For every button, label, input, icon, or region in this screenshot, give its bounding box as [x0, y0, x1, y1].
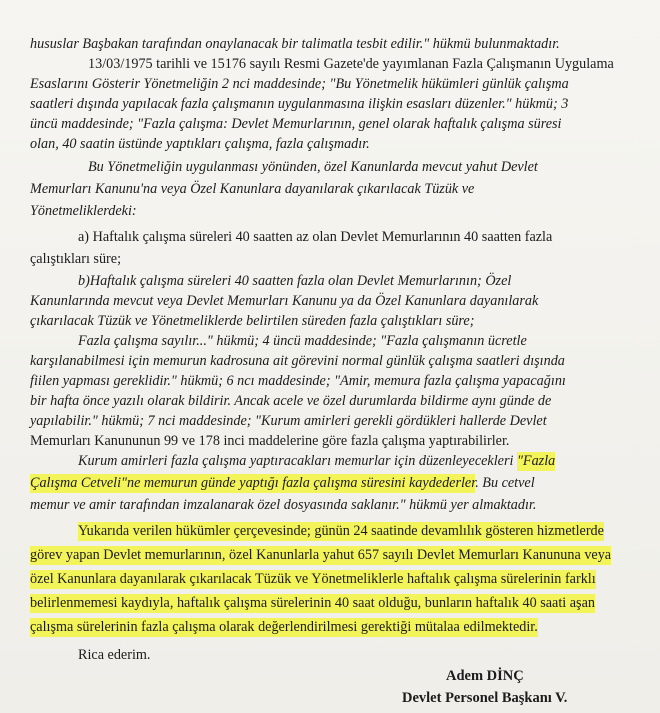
- paragraph-line: karşılanabilmesi için memurun kadrosuna ait görevini normal günlük çalışma saatleri dışında: [30, 353, 565, 369]
- paragraph-line: saatleri dışında yapılacak fazla çalışmanın uygulanmasına ilişkin esasları düzenler." hükmü; 3: [30, 96, 569, 112]
- paragraph-line: üncü maddesinde; "Fazla çalışma: Devlet Memurlarının, genel olarak haftalık çalışma süresi: [30, 116, 562, 132]
- signature-title: Devlet Personel Başkanı V.: [402, 690, 568, 706]
- paragraph-text: Kurum amirleri fazla çalışma yaptıracakları memurlar için düzenleyecekleri: [78, 453, 514, 469]
- paragraph-line: Bu Yönetmeliğin uygulanması yönünden, özel Kanunlarda mevcut yahut Devlet: [88, 159, 538, 175]
- paragraph-line: [30, 570, 596, 588]
- paragraph-line: [30, 546, 611, 564]
- paragraph-line: olan, 40 saatin üstünde yaptıkları çalışma, fazla çalışmadır.: [30, 136, 370, 152]
- highlighted-text: "Fazla: [516, 453, 556, 469]
- paragraph-line: hususlar Başbakan tarafından onaylanacak bir talimatla tesbit edilir." hükmü bulunmaktadır.: [30, 36, 560, 52]
- paragraph-line: memur ve amir tarafından imzalanarak özel dosyasında saklanır." hükmü yer almaktadır.: [30, 497, 537, 513]
- highlighted-text: belirlenmemesi kaydıyla, haftalık çalışma sürelerinin 40 saat olduğu, bunların haftalık 40 saati aşan: [30, 595, 595, 611]
- highlighted-text: özel Kanunlara dayanılarak çıkarılacak Tüzük ve Yönetmeliklerle haftalık çalışma sürelerinin farklı: [30, 571, 596, 587]
- highlighted-text: çalışma sürelerinin fazla çalışma olarak değerlendirilmesi gerektiği mütalaa edilmektedir.: [30, 619, 538, 635]
- paragraph-line: yapılabilir." hükmü; 7 nci maddesinde; "Kurum amirleri gerekli gördükleri hallerde Devlet: [30, 413, 547, 429]
- paragraph-line: çıkarılacak Tüzük ve Yönetmeliklerde belirtilen süreden fazla çalıştıkları süre;: [30, 313, 475, 329]
- highlighted-text: Çalışma Cetveli"ne memurun günde yaptığı fazla çalışma süresini kaydederler: [30, 475, 476, 491]
- paragraph-line: b)Haftalık çalışma süreleri 40 saatten fazla olan Devlet Memurlarının; Özel: [78, 273, 512, 289]
- paragraph-line: a) Haftalık çalışma süreleri 40 saatten az olan Devlet Memurlarının 40 saatten fazla: [78, 229, 553, 245]
- paragraph-line: 13/03/1975 tarihli ve 15176 sayılı Resmi Gazete'de yayımlanan Fazla Çalışmanın Uygulama: [88, 56, 614, 72]
- highlighted-text: Yukarıda verilen hükümler çerçevesinde; günün 24 saatinde devamlılık gösteren hizmetlerde: [78, 523, 604, 539]
- paragraph-line: [30, 594, 595, 612]
- paragraph-line: bir hafta önce yazılı olarak bildirir. Ancak acele ve özel durumlarda bildirme aynı günde de: [30, 393, 552, 409]
- paragraph-line: Kanunlarında mevcut veya Devlet Memurları Kanunu ya da Özel Kanunlara dayanılarak: [30, 293, 539, 309]
- paragraph-line: [78, 452, 555, 470]
- paragraph-line: Memurları Kanununun 99 ve 178 inci maddelerine göre fazla çalışma yaptırabilirler.: [30, 433, 510, 449]
- signature-name: Adem DİNÇ: [446, 668, 524, 684]
- closing-line: Rica ederim.: [78, 647, 151, 663]
- paragraph-line: Yönetmeliklerdeki:: [30, 203, 137, 219]
- paragraph-text: . Bu cetvel: [475, 475, 535, 491]
- paragraph-line: Fazla çalışma sayılır..." hükmü; 4 üncü maddesinde; "Fazla çalışmanın ücretle: [78, 333, 527, 349]
- paragraph-line: [30, 474, 535, 492]
- highlighted-text: görev yapan Devlet memurlarının, özel Kanunlarla yahut 657 sayılı Devlet Memurları Kanununa veya: [30, 547, 612, 563]
- paragraph-line: Memurları Kanunu'na veya Özel Kanunlara dayanılarak çıkarılacak Tüzük ve: [30, 181, 475, 197]
- paragraph-line: Esaslarını Gösterir Yönetmeliğin 2 nci maddesinde; "Bu Yönetmelik hükümleri günlük çalışma: [30, 76, 569, 92]
- paragraph-line: [78, 522, 604, 540]
- paragraph-line: [30, 618, 538, 636]
- paragraph-line: çalıştıkları süre;: [30, 251, 122, 267]
- paragraph-line: fiilen yapması gereklidir." hükmü; 6 ncı maddesinde; "Amir, memura fazla çalışma yapacağını: [30, 373, 566, 389]
